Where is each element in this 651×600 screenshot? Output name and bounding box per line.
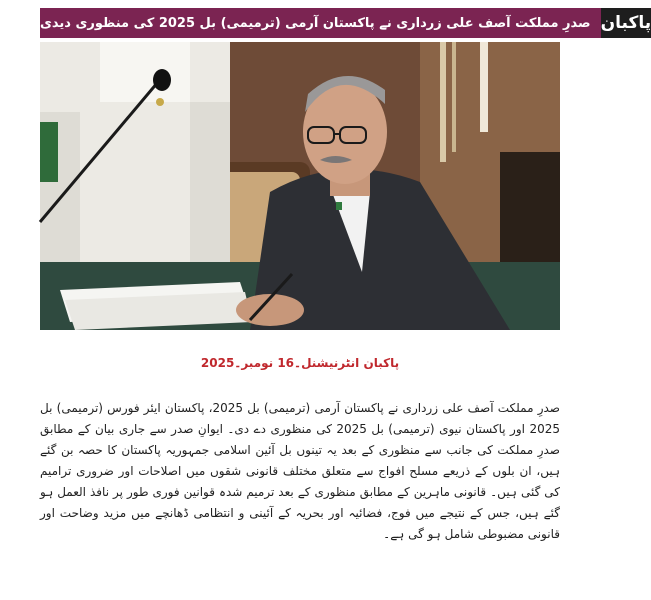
news-header	[40, 8, 651, 38]
headline: صدرِ مملکت آصف علی زرداری نے پاکستان آرمی (ترمیمی) بل 2025 کی منظوری دیدی	[40, 8, 601, 38]
dateline: پاکبان انٹرنیشنل۔16 نومبر۔2025	[200, 356, 400, 370]
brand-logo: پاکبان	[601, 8, 651, 38]
photo-illustration	[40, 42, 560, 330]
news-photo	[40, 42, 560, 330]
article-body: صدرِ مملکت آصف علی زرداری نے پاکستان آرمی (ترمیمی) بل 2025، پاکستان ایئر فورس (ترمیمی) بل 2025 اور پاکستان نیوی (ترمیمی) بل 2025 کی منظوری دے دی۔ ایوانِ صدر سے جاری بیان کے مطابق صدرِ مملکت کی جانب سے منظوری کے بعد یہ تینوں بل آئین اسلامی جمہوریہ پاکستان کا حصہ بن گئے ہیں، ان بلوں کے ذریعے مسلح افواج سے متعلق مختلف قانونی شقوں میں اصلاحات اور ضروری ترامیم کی گئی ہیں۔ قانونی ماہرین کے مطابق منظوری کے بعد ترمیم شدہ قوانین فوری طور پر نافذ العمل ہو گئے ہیں، جس کے نتیجے میں فوج، فضائیہ اور بحریہ کے آئینی و انتظامی ڈھانچے میں مزید وضاحت اور قانونی مضبوطی شامل ہو گی ہے۔	[40, 401, 560, 541]
